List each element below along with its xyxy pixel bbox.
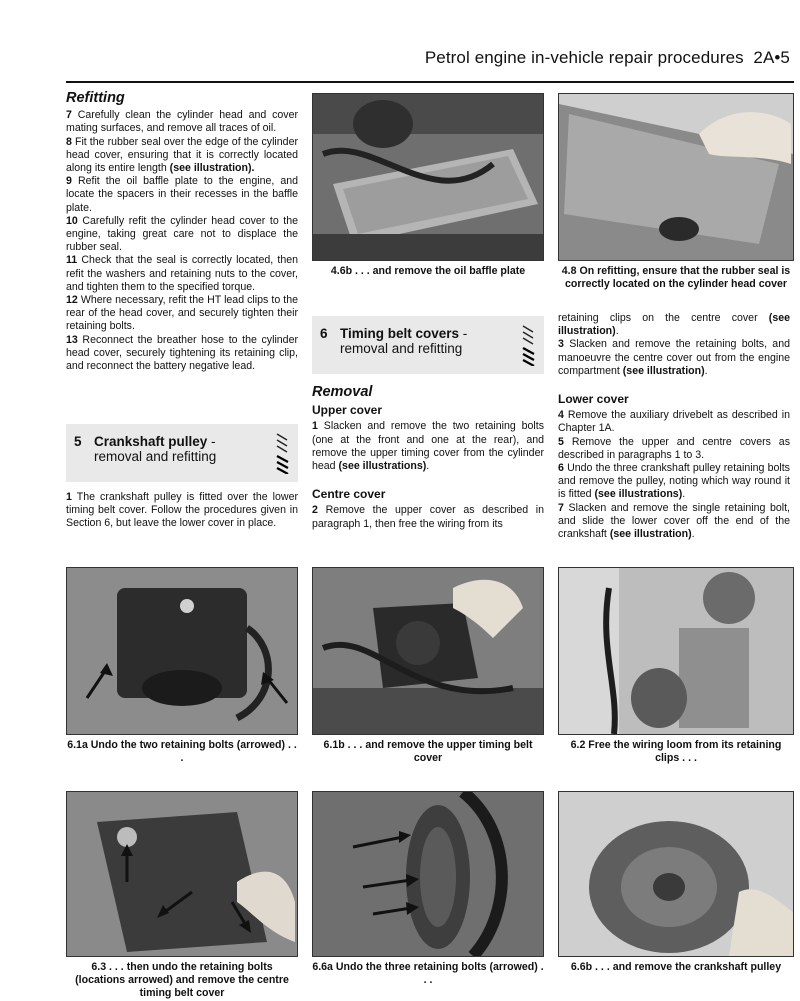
paragraph-7: 7 Carefully clean the cylinder head and cover mating surfaces, and remove all traces of oil.: [66, 109, 298, 135]
removal-heading: Removal: [312, 384, 373, 400]
header-rule: [66, 81, 794, 83]
right-column: [558, 312, 790, 541]
right-paragraph-5: 5 Remove the upper and centre covers as described in paragraphs 1 to 3.: [558, 435, 790, 461]
paragraph-10: 10 Carefully refit the cylinder head cover to the engine, taking great care not to displace the rubber seal.: [66, 214, 298, 254]
caption-6-6b: 6.6b . . . and remove the crankshaft pulley: [570, 961, 782, 973]
photo-6-3: [66, 791, 298, 957]
wrench-difficulty-icon: [520, 322, 538, 366]
section-5-body: [66, 491, 298, 531]
photo-6-6b: [558, 791, 794, 957]
section-5-number: 5: [74, 434, 82, 449]
section-5-header: [66, 424, 298, 482]
section-6-title: Timing belt covers - removal and refitting: [340, 326, 468, 356]
section-6-header: [312, 316, 544, 374]
wrench-difficulty-icon: [274, 430, 292, 474]
section-5-paragraph-1: 1 The crankshaft pulley is fitted over the lower timing belt cover. Follow the procedures given in Section 6, but leave the lower cover in place.: [66, 491, 298, 530]
paragraph-9: 9 Refit the oil baffle plate to the engine, and locate the spacers in their recesses in the baffle plate.: [66, 175, 299, 214]
paragraph-11: 11 Check that the seal is correctly located, then refit the washers and retaining nuts to the cover, and tighten them to the specified torque.: [66, 254, 298, 293]
caption-6-1a: 6.1a Undo the two retaining bolts (arrowed) . . .: [67, 739, 297, 764]
left-column: [66, 92, 298, 373]
caption-6-6a: 6.6a Undo the three retaining bolts (arrowed) . . .: [312, 961, 544, 986]
photo-6-6a: [312, 791, 544, 957]
caption-4-8: 4.8 On refitting, ensure that the rubber seal is correctly located on the cylinder head cover: [561, 265, 791, 290]
paragraph-12: 12 Where necessary, refit the HT lead clips to the rear of the head cover, and securely tighten their retaining bolts.: [66, 294, 298, 333]
photo-4-6b: [312, 93, 544, 261]
paragraph-13: 13 Reconnect the breather hose to the cylinder head cover, securely tightening its retaining clip, and reconnect the battery negative lead.: [66, 333, 298, 373]
centre-cover-heading: Centre cover: [312, 487, 386, 502]
caption-4-6b: 4.6b . . . and remove the oil baffle plate: [330, 265, 526, 277]
right-paragraph-7: 7 Slacken and remove the single retaining bolt, and slide the lower cover off the end of the crankshaft (see illustration).: [558, 501, 790, 541]
running-header: [425, 48, 790, 68]
photo-6-1a: [66, 567, 298, 735]
section-5-title: Crankshaft pulley - removal and refitting: [94, 434, 217, 464]
right-continuation: retaining clips on the centre cover (see illustration).: [558, 312, 790, 338]
middle-paragraph-2: 2 Remove the upper cover as described in paragraph 1, then free the wiring from its: [312, 504, 544, 530]
right-paragraph-6: 6 Undo the three crankshaft pulley retaining bolts and remove the pulley, noting which way round it is fitted (see illustrations).: [558, 462, 790, 501]
paragraph-8: 8 Fit the rubber seal over the edge of the cylinder head cover, ensuring that it is correctly located along its entire length (see illustration).: [66, 135, 298, 175]
header-section-title: Petrol engine in-vehicle repair procedures: [424, 48, 744, 67]
photo-6-1b: [312, 567, 544, 735]
caption-6-1b: 6.1b . . . and remove the upper timing belt cover: [323, 739, 533, 764]
upper-cover-heading: Upper cover: [312, 403, 383, 418]
right-paragraph-3: 3 Slacken and remove the retaining bolts, and manoeuvre the centre cover out from the engine compartment (see illustration).: [558, 338, 790, 377]
middle-column: [312, 386, 544, 531]
photo-6-2: [558, 567, 794, 735]
page-number: 2A•5: [753, 48, 790, 67]
right-paragraph-4: 4 Remove the auxiliary drivebelt as described in Chapter 1A.: [558, 409, 790, 435]
section-6-number: 6: [320, 326, 328, 341]
refitting-heading: Refitting: [66, 90, 125, 106]
photo-4-8: [558, 93, 794, 261]
middle-paragraph-1: 1 Slacken and remove the two retaining bolts (one at the front and one at the rear), and remove the upper timing cover from the cylinder head (see illustrations).: [312, 420, 544, 473]
lower-cover-heading: Lower cover: [558, 392, 629, 407]
caption-6-2: 6.2 Free the wiring loom from its retaining clips . . .: [570, 739, 782, 764]
caption-6-3: 6.3 . . . then undo the retaining bolts (locations arrowed) and remove the centre timing belt cover: [75, 961, 289, 999]
